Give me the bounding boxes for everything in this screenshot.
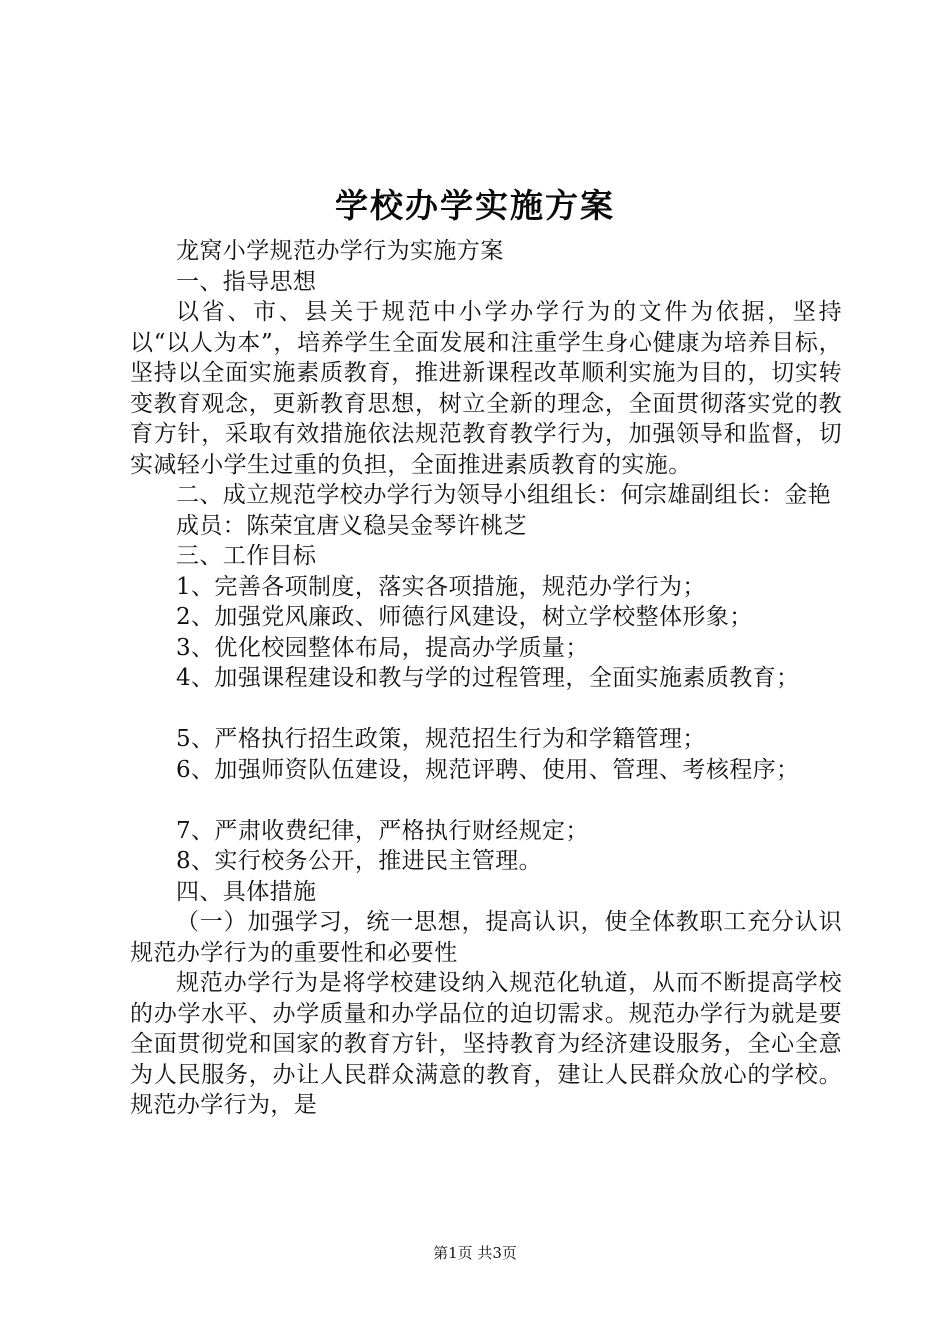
- goal-item-4: 4、加强课程建设和教与学的过程管理，全面实施素质教育；: [176, 665, 800, 691]
- goal-item-8: 8、实行校务公开，推进民主管理。: [176, 848, 543, 874]
- goal-item-7: 7、严肃收费纪律，严格执行财经规定；: [176, 817, 589, 844]
- goal-item-3: 3、优化校园整体布局，提高办学质量；: [176, 634, 589, 661]
- goal-item-2: 2、加强党风廉政、师德行风建设，树立学校整体形象；: [176, 604, 753, 630]
- subtitle-paragraph: 龙窝小学规范办学行为实施方案: [176, 238, 504, 264]
- document-title: 学校办学实施方案: [335, 186, 615, 225]
- goal-item-6: 6、加强师资队伍建设，规范评聘、使用、管理、考核程序；: [176, 756, 800, 783]
- members-paragraph: 成员：陈荣宜唐义稳吴金琴许桃芝: [176, 512, 527, 539]
- goal-item-1: 1、完善各项制度，落实各项措施，规范办学行为；: [176, 573, 706, 600]
- body-paragraph: 以省、市、县关于规范中小学办学行为的文件为依据，坚持以“以人为本”，培养学生全面发展和注重学生身心健康为培养目标，坚持以全面实施素质教育，推进新课程改革顺利实施为目的，切实转变教育观念，更新教育思想，树立全新的理念，全面贯彻落实党的教育方针，采取有效措施依法规范教育教学行为，加强领导和监督，切实减轻小学生过重的负担，全面推进素质教育的实施。: [130, 299, 842, 478]
- page-footer: 第1页 共3页: [433, 1244, 517, 1262]
- section-heading-4: 四、具体措施: [176, 878, 317, 905]
- section-heading-1: 一、指导思想: [176, 268, 317, 295]
- body-paragraph: 规范办学行为是将学校建设纳入规范化轨道，从而不断提高学校的办学水平、办学质量和办学品位的迫切需求。规范办学行为就是要全面贯彻党和国家的教育方针，坚持教育为经济建设服务，全心全意为人民服务，办让人民群众满意的教育，建让人民群众放心的学校。规范办学行为，是: [130, 970, 842, 1118]
- goal-item-5: 5、严格执行招生政策，规范招生行为和学籍管理；: [176, 726, 706, 752]
- document-body: [130, 236, 842, 1121]
- section-heading-3: 三、工作目标: [176, 543, 317, 569]
- measure-heading-1: （一）加强学习，统一思想，提高认识，使全体教职工充分认识规范办学行为的重要性和必要性: [130, 909, 842, 966]
- section-heading-2: 二、成立规范学校办学行为领导小组组长：何宗雄副组长：金艳: [176, 482, 832, 508]
